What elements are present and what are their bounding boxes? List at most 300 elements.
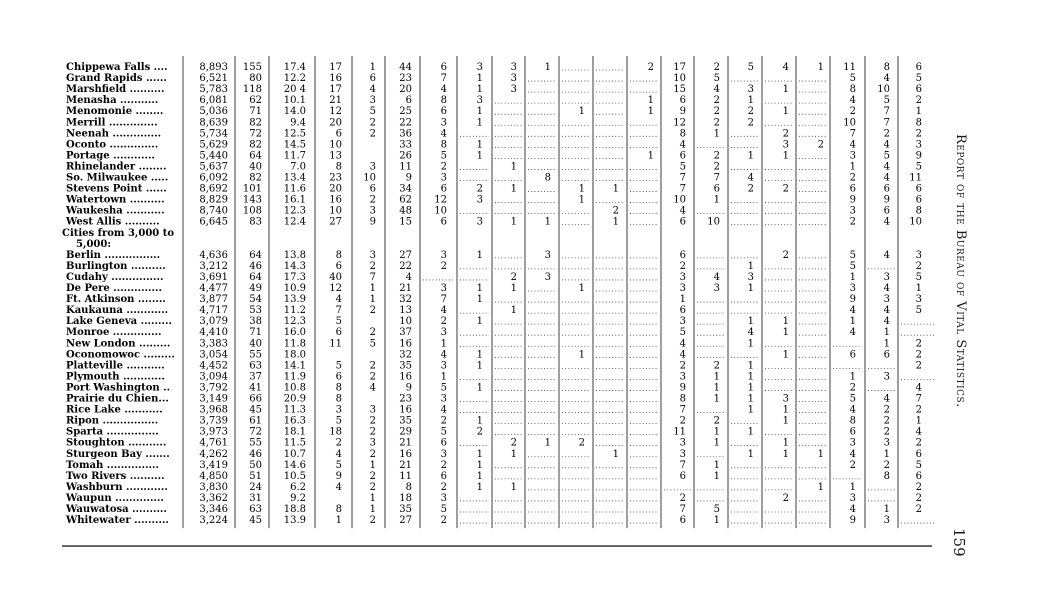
table-cell: 6 <box>679 515 686 527</box>
table-cell: 6 <box>849 426 856 438</box>
table-cell: 1 <box>817 481 824 493</box>
table-cell: 8 <box>335 249 342 261</box>
table-cell: 3 <box>476 216 483 228</box>
table-cell: 3,383 <box>199 338 228 350</box>
table-cell: 1 <box>849 481 856 493</box>
table-cell: 18.8 <box>283 504 306 515</box>
row-place-name: Portage ............ <box>66 150 155 162</box>
table-cell: 12.5 <box>283 128 306 140</box>
table-cell: 12 <box>434 194 447 206</box>
table-cell: 3 <box>883 294 890 306</box>
table-cell: 1 <box>476 459 483 471</box>
table-cell: 6,081 <box>199 95 228 107</box>
table-cell: 2 <box>915 481 922 493</box>
table-cell: 5 <box>440 150 447 162</box>
table-cell: 5 <box>849 260 856 272</box>
table-cell: 2 <box>747 106 754 118</box>
table-cell: 3,739 <box>199 415 228 427</box>
table-cell: 9 <box>405 172 412 184</box>
table-cell: 11.9 <box>283 371 306 383</box>
table-cell: 3 <box>679 271 686 283</box>
table-cell: 22 <box>399 260 412 272</box>
table-cell: 71 <box>249 106 262 118</box>
table-cell: 2 <box>883 128 890 140</box>
row-place-name: Menomonie ........ <box>66 106 164 118</box>
table-cell: 1 <box>782 84 789 96</box>
table-cell: 5,783 <box>199 84 228 96</box>
table-cell: 3 <box>510 73 517 85</box>
table-cell: 10 <box>434 205 447 217</box>
table-cell: 6 <box>335 128 342 140</box>
table-cell: 5,440 <box>199 150 228 162</box>
table-cell: 1 <box>544 216 551 228</box>
table-cell: 118 <box>242 84 262 96</box>
table-cell: 8 <box>335 161 342 173</box>
table-cell: 3 <box>510 84 517 96</box>
table-cell: 5,734 <box>199 128 228 140</box>
row-place-name: Two Rivers .......... <box>66 470 165 482</box>
table-cell: 1 <box>713 128 720 140</box>
table-cell: 5 <box>369 338 376 350</box>
table-cell: 1 <box>782 327 789 339</box>
table-cell: 10 <box>399 316 412 328</box>
table-cell: 3 <box>713 283 720 294</box>
table-cell: 7 <box>679 172 686 184</box>
table-cell: 1 <box>476 150 483 162</box>
table-cell: 5 <box>849 73 856 85</box>
table-cell: 4 <box>883 393 890 405</box>
table-cell: 6 <box>440 437 447 449</box>
table-cell: 1 <box>782 437 789 449</box>
table-cell: 1 <box>713 470 720 482</box>
table-cell: 3 <box>782 393 789 405</box>
table-cell: 17 <box>329 62 342 73</box>
table-cell: 12 <box>673 117 686 129</box>
table-cell: 63 <box>249 504 262 515</box>
table-cell: 4 <box>405 271 412 283</box>
table-cell: 1 <box>510 161 517 173</box>
table-cell: 1 <box>476 481 483 493</box>
table-cell: 5,629 <box>199 139 228 151</box>
table-cell: 2 <box>476 426 483 438</box>
table-cell: 143 <box>242 194 262 206</box>
table-cell: 2 <box>915 260 922 272</box>
page-number <box>948 528 972 568</box>
table-cell: 1 <box>544 62 551 73</box>
table-cell: 3 <box>883 437 890 449</box>
table-cell: 2 <box>369 305 376 317</box>
table-cell: 2 <box>747 183 754 195</box>
table-cell: 82 <box>249 139 262 151</box>
table-cell: 2 <box>369 481 376 493</box>
table-cell: 10.1 <box>283 95 306 107</box>
table-cell: 3 <box>335 404 342 416</box>
table-cell: 2 <box>369 128 376 140</box>
row-place-name: Rhinelander ........ <box>66 161 167 173</box>
table-cell: 7 <box>440 73 447 85</box>
table-cell: 6 <box>369 183 376 195</box>
table-cell: 10.9 <box>283 283 306 294</box>
table-cell: 23 <box>399 393 412 405</box>
table-cell: 3 <box>849 437 856 449</box>
table-cell: 3,054 <box>199 349 228 361</box>
table-cell: 18 <box>399 492 412 504</box>
table-cell: 17 <box>329 84 342 96</box>
table-cell: 8 <box>915 205 922 217</box>
table-cell: 4 <box>440 128 447 140</box>
table-cell: 1 <box>817 62 824 73</box>
table-cell: 5 <box>849 249 856 261</box>
table-cell: 5 <box>915 271 922 283</box>
table-cell: 8 <box>335 382 342 394</box>
table-cell: 83 <box>249 216 262 228</box>
table-cell: 40 <box>249 161 262 173</box>
table-cell: 23 <box>399 73 412 85</box>
table-cell: 3 <box>782 139 789 151</box>
table-cell: 13 <box>329 150 342 162</box>
table-cell: 4 <box>849 139 856 151</box>
table-cell: 3,212 <box>199 260 228 272</box>
table-cell: 4,410 <box>199 327 228 339</box>
table-cell: 3 <box>915 249 922 261</box>
table-cell: 6 <box>335 327 342 339</box>
table-cell: 2 <box>369 194 376 206</box>
table-cell: 3 <box>915 139 922 151</box>
table-cell: 4,717 <box>199 305 228 317</box>
table-cell: 1 <box>510 216 517 228</box>
table-cell: 6 <box>915 84 922 96</box>
table-cell: 6 <box>915 194 922 206</box>
table-cell: 3 <box>440 283 447 294</box>
table-cell: 1 <box>713 426 720 438</box>
table-cell: 55 <box>249 437 262 449</box>
table-cell: 4 <box>440 404 447 416</box>
table-cell: 2 <box>915 338 922 350</box>
table-cell: 9.2 <box>290 492 306 504</box>
table-cell: 1 <box>612 448 619 460</box>
table-cell: 1 <box>782 448 789 460</box>
table-cell: 2 <box>440 515 447 527</box>
table-cell: 1 <box>747 95 754 107</box>
table-cell: 1 <box>782 415 789 427</box>
row-place-name: Waukesha ........... <box>66 205 165 217</box>
table-cell: 16.3 <box>283 415 306 427</box>
table-cell: 6 <box>915 470 922 482</box>
table-cell: 3 <box>849 150 856 162</box>
table-cell: 38 <box>249 316 262 328</box>
table-cell: 1 <box>849 316 856 328</box>
table-cell: 45 <box>249 515 262 527</box>
table-cell: 12 <box>329 106 342 118</box>
table-cell: 16 <box>399 404 412 416</box>
table-cell: 1 <box>544 437 551 449</box>
table-cell: 1 <box>679 294 686 306</box>
table-cell: 3,830 <box>199 481 228 493</box>
table-cell: 1 <box>747 283 754 294</box>
table-cell: 1 <box>817 448 824 460</box>
table-cell: 7 <box>713 172 720 184</box>
page-number-text: 159 <box>950 528 968 557</box>
table-cell: 15 <box>673 84 686 96</box>
table-cell: 5 <box>915 305 922 317</box>
table-cell: 1 <box>476 106 483 118</box>
table-cell: 1 <box>747 426 754 438</box>
row-place-name: Merrill .............. <box>66 117 158 129</box>
table-cell: 5,036 <box>199 106 228 118</box>
row-place-name: Sturgeon Bay ....... <box>66 448 170 460</box>
table-cell: 5 <box>915 459 922 471</box>
table-cell: 5 <box>679 161 686 173</box>
table-cell: 2 <box>510 271 517 283</box>
table-cell: 15 <box>399 216 412 228</box>
table-cell: 2 <box>817 139 824 151</box>
table-cell: 1 <box>510 448 517 460</box>
table-cell: 5 <box>713 73 720 85</box>
table-cell: 63 <box>249 360 262 372</box>
table-cell: 6 <box>369 73 376 85</box>
table-cell: 3 <box>747 271 754 283</box>
table-cell: 7 <box>440 294 447 306</box>
table-cell: 6 <box>679 305 686 317</box>
table-cell: 29 <box>399 426 412 438</box>
table-cell: 11 <box>909 172 922 184</box>
row-place-name: Port Washington .. <box>66 382 171 394</box>
table-cell: 16.0 <box>283 327 306 339</box>
table-cell: 7 <box>679 504 686 515</box>
table-cell: 20 4 <box>283 84 306 96</box>
table-cell: 20 <box>329 117 342 129</box>
table-cell: 4 <box>883 305 890 317</box>
table-cell: 1 <box>476 294 483 306</box>
table-cell: 6 <box>440 183 447 195</box>
table-cell: 3 <box>369 161 376 173</box>
table-cell: 3 <box>679 371 686 383</box>
table-cell: 27 <box>399 249 412 261</box>
table-cell: 12.3 <box>283 316 306 328</box>
table-cell: 1 <box>476 117 483 129</box>
table-cell: 3 <box>679 448 686 460</box>
table-cell: 1 <box>647 150 654 162</box>
table-cell: 11.6 <box>283 183 306 195</box>
row-place-name: Oconto .............. <box>66 139 159 151</box>
table-cell: 20 <box>399 84 412 96</box>
table-cell: 2 <box>915 95 922 107</box>
section-heading-line: Cities from 3,000 to <box>62 227 175 239</box>
row-place-name: Ft. Atkinson ........ <box>66 294 166 306</box>
table-cell: 1 <box>782 316 789 328</box>
table-cell: 3 <box>849 205 856 217</box>
table-cell: 4 <box>915 382 922 394</box>
table-cell: 5 <box>440 426 447 438</box>
table-cell: 32 <box>399 294 412 306</box>
table-cell: 10 <box>329 205 342 217</box>
table-cell: 2 <box>440 161 447 173</box>
table-cell: 4 <box>883 283 890 294</box>
row-place-name: Grand Rapids ...... <box>66 73 167 85</box>
table-cell: 6,645 <box>199 216 228 228</box>
table-cell: 10.8 <box>283 382 306 394</box>
table-cell: 1 <box>747 393 754 405</box>
table-cell: 2 <box>440 316 447 328</box>
table-cell: 20 <box>329 183 342 195</box>
table-cell: 2 <box>335 437 342 449</box>
table-cell: 7 <box>883 117 890 129</box>
table-cell: 10 <box>673 194 686 206</box>
table-cell: 2 <box>369 426 376 438</box>
table-cell: 4 <box>849 327 856 339</box>
table-cell: 8 <box>440 139 447 151</box>
table-cell: 12 <box>329 283 342 294</box>
table-cell: 2 <box>679 415 686 427</box>
table-cell: 3 <box>883 371 890 383</box>
section-heading-line: 5,000: <box>76 238 112 250</box>
table-cell: 16 <box>399 338 412 350</box>
table-cell: 8 <box>883 62 890 73</box>
table-cell: 1 <box>335 515 342 527</box>
table-cell: 1 <box>476 382 483 394</box>
table-cell: 4 <box>713 271 720 283</box>
table-cell: 1 <box>883 338 890 350</box>
table-cell: 13.9 <box>283 515 306 527</box>
table-cell: 1 <box>747 260 754 272</box>
table-cell: 4 <box>679 349 686 361</box>
table-cell: 6 <box>440 216 447 228</box>
table-cell: 108 <box>242 205 262 217</box>
table-cell: 10 <box>909 216 922 228</box>
table-cell: 2 <box>612 205 619 217</box>
table-cell: 1 <box>369 283 376 294</box>
table-cell: 13 <box>399 305 412 317</box>
table-cell: 12.4 <box>283 216 306 228</box>
table-cell: 3 <box>440 360 447 372</box>
table-cell: 36 <box>399 128 412 140</box>
table-cell: 8,639 <box>199 117 228 129</box>
table-cell: 7 <box>679 183 686 195</box>
table-cell: 1 <box>883 327 890 339</box>
table-cell: 8,829 <box>199 194 228 206</box>
table-cell: 6.2 <box>290 481 306 493</box>
table-cell: 72 <box>249 128 262 140</box>
table-cell: 13.8 <box>283 249 306 261</box>
table-cell: 13.4 <box>283 172 306 184</box>
table-cell: 82 <box>249 172 262 184</box>
table-cell: 6 <box>883 349 890 361</box>
table-cell: 3,877 <box>199 294 228 306</box>
table-cell: 2 <box>476 183 483 195</box>
table-cell: 48 <box>399 205 412 217</box>
table-cell: 1 <box>915 283 922 294</box>
table-cell: 2 <box>849 459 856 471</box>
table-cell: 82 <box>249 117 262 129</box>
table-cell: 6,521 <box>199 73 228 85</box>
table-cell: 1 <box>915 415 922 427</box>
table-cell: 3 <box>747 84 754 96</box>
table-cell: 4 <box>849 305 856 317</box>
table-cell: 8 <box>883 470 890 482</box>
table-cell: 8 <box>335 504 342 515</box>
table-cell: 1 <box>476 316 483 328</box>
table-cell: 1 <box>849 271 856 283</box>
table-cell: 2 <box>440 260 447 272</box>
table-cell: 1 <box>476 470 483 482</box>
row-place-name: Chippewa Falls .... <box>66 62 168 73</box>
table-cell: 3,973 <box>199 426 228 438</box>
table-cell: 17.4 <box>283 62 306 73</box>
table-cell: 4 <box>440 349 447 361</box>
table-cell: 32 <box>399 349 412 361</box>
table-cell: 21 <box>399 459 412 471</box>
table-cell: 1 <box>440 338 447 350</box>
table-cell: 5 <box>369 106 376 118</box>
table-cell: 2 <box>440 459 447 471</box>
table-cell: 9 <box>849 294 856 306</box>
table-cell: 1 <box>915 106 922 118</box>
table-cell: 6 <box>440 106 447 118</box>
table-cell: 3 <box>476 194 483 206</box>
row-place-name: Burlington .......... <box>66 260 166 272</box>
table-cell: 27 <box>329 216 342 228</box>
table-cell: 2 <box>782 128 789 140</box>
row-place-name: Wauwatosa .......... <box>66 504 167 515</box>
table-cell: 14.6 <box>283 459 306 471</box>
table-cell: 6 <box>679 216 686 228</box>
table-cell: 71 <box>249 327 262 339</box>
table-cell: 1 <box>578 106 585 118</box>
table-cell: 1 <box>713 515 720 527</box>
table-cell: 4 <box>883 249 890 261</box>
table-cell: 9.4 <box>290 117 306 129</box>
row-place-name: Oconomowoc ......... <box>66 349 175 361</box>
table-cell: 2 <box>915 492 922 504</box>
table-cell: 5 <box>440 382 447 394</box>
table-cell: 6 <box>440 62 447 73</box>
table-cell: 2 <box>713 106 720 118</box>
table-cell: 3 <box>544 249 551 261</box>
table-cell: 1 <box>578 183 585 195</box>
table-cell: 11.2 <box>283 305 306 317</box>
table-cell: 3 <box>369 205 376 217</box>
table-cell: 3 <box>440 117 447 129</box>
table-cell: 11.5 <box>283 437 306 449</box>
table-cell: 21 <box>399 283 412 294</box>
table-cell: 2 <box>440 481 447 493</box>
table-cell: 49 <box>249 283 262 294</box>
table-cell: 2 <box>883 404 890 416</box>
table-cell: 2 <box>713 415 720 427</box>
table-cell: 4 <box>883 216 890 228</box>
row-place-name: Lake Geneva ......... <box>66 316 172 328</box>
row-place-name: Stevens Point ...... <box>66 183 167 195</box>
row-place-name: Platteville ........... <box>66 360 165 372</box>
table-cell: 1 <box>476 84 483 96</box>
table-cell: 34 <box>399 183 412 195</box>
table-cell: 1 <box>747 360 754 372</box>
table-cell: 7 <box>849 128 856 140</box>
table-cell: 2 <box>578 437 585 449</box>
table-cell: 5 <box>335 459 342 471</box>
table-cell: 2 <box>849 172 856 184</box>
table-cell: 3 <box>883 515 890 527</box>
table-cell: 3 <box>476 95 483 107</box>
table-cell: 16 <box>329 73 342 85</box>
table-cell: 3,149 <box>199 393 228 405</box>
table-cell: 2 <box>369 327 376 339</box>
table-cell: 3,079 <box>199 316 228 328</box>
table-cell: 4 <box>883 139 890 151</box>
table-cell: 1 <box>747 338 754 350</box>
table-cell: 1 <box>476 360 483 372</box>
table-cell: 2 <box>915 437 922 449</box>
